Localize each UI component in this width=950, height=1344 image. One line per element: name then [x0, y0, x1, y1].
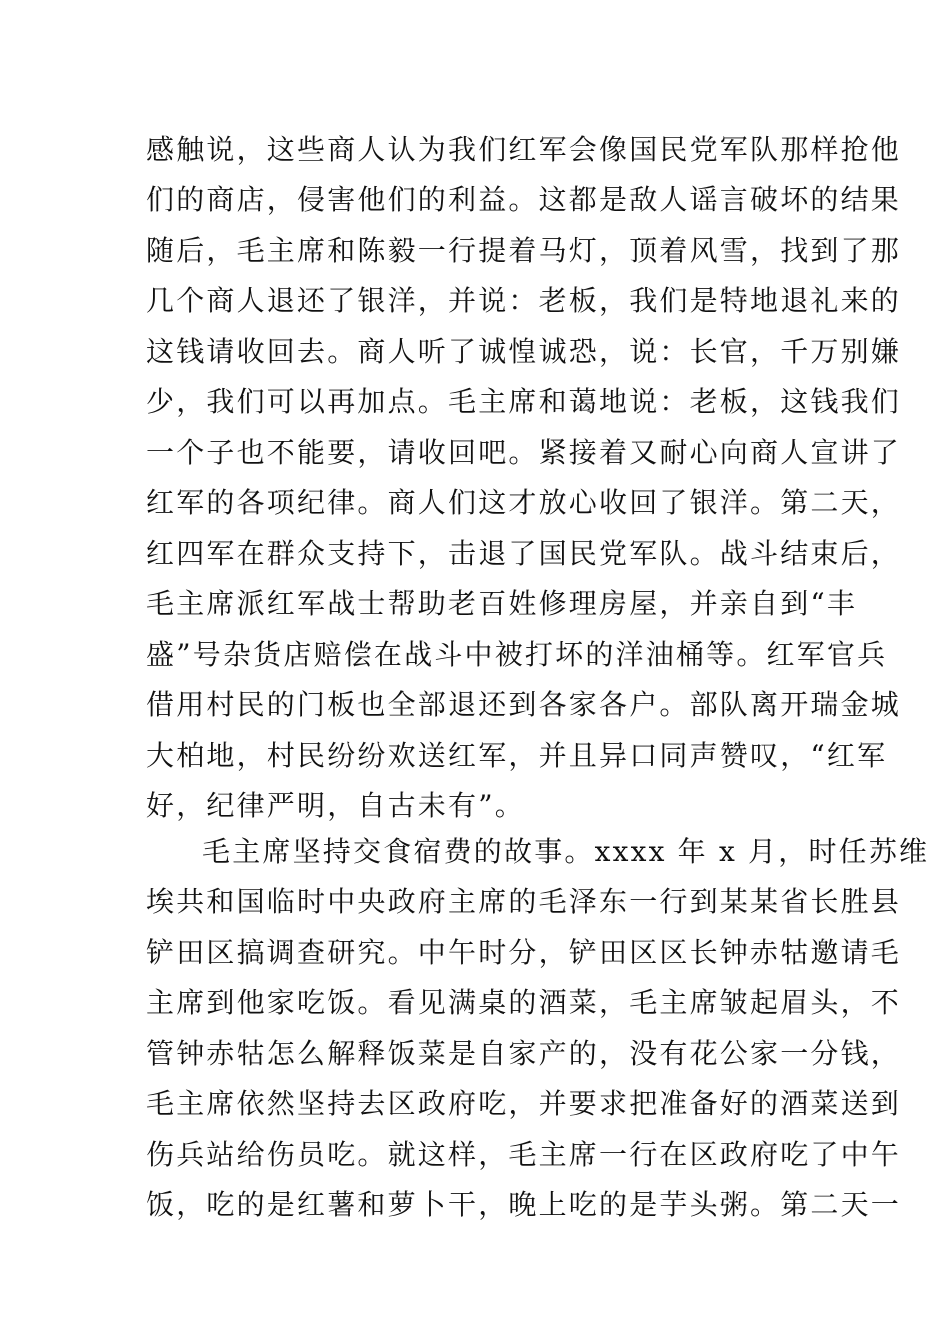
text-line: 埃共和国临时中央政府主席的毛泽东一行到某某省长胜县	[146, 885, 902, 918]
text-line: 这钱请收回去。商人听了诚惶诚恐，说：长官，千万别嫌	[146, 335, 902, 368]
text-line: 毛主席坚持交食宿费的故事。xxxx 年 x 月，时任苏维	[202, 835, 930, 868]
text-line: 好，纪律严明，自古未有”。	[146, 789, 525, 822]
text-line: 伤兵站给伤员吃。就这样，毛主席一行在区政府吃了中午	[146, 1138, 902, 1171]
text-line: 大柏地，村民纷纷欢送红军，并且异口同声赞叹，“红军	[146, 739, 888, 772]
text-line: 几个商人退还了银洋，并说：老板，我们是特地退礼来的	[146, 284, 902, 317]
text-line: 饭，吃的是红薯和萝卜干，晚上吃的是芋头粥。第二天一	[146, 1188, 902, 1221]
text-line: 管钟赤牯怎么解释饭菜是自家产的，没有花公家一分钱，	[146, 1037, 902, 1070]
text-line: 感触说，这些商人认为我们红军会像国民党军队那样抢他	[146, 133, 902, 166]
text-line: 们的商店，侵害他们的利益。这都是敌人谣言破坏的结果	[146, 183, 902, 216]
text-line: 借用村民的门板也全部退还到各家各户。部队离开瑞金城	[146, 688, 902, 721]
text-line: 毛主席派红军战士帮助老百姓修理房屋，并亲自到“丰	[146, 587, 858, 620]
text-line: 随后，毛主席和陈毅一行提着马灯，顶着风雪，找到了那	[146, 234, 902, 267]
text-line: 盛”号杂货店赔偿在战斗中被打坏的洋油桶等。红军官兵	[146, 638, 888, 671]
text-line: 红四军在群众支持下，击退了国民党军队。战斗结束后，	[146, 537, 902, 570]
text-line: 铲田区搞调查研究。中午时分，铲田区区长钟赤牯邀请毛	[146, 936, 902, 969]
text-line: 毛主席依然坚持去区政府吃，并要求把准备好的酒菜送到	[146, 1087, 902, 1120]
text-line: 少，我们可以再加点。毛主席和蔼地说：老板，这钱我们	[146, 385, 902, 418]
text-line: 红军的各项纪律。商人们这才放心收回了银洋。第二天，	[146, 486, 902, 519]
text-line: 一个子也不能要，请收回吧。紧接着又耐心向商人宣讲了	[146, 436, 902, 469]
text-line: 主席到他家吃饭。看见满桌的酒菜，毛主席皱起眉头，不	[146, 986, 902, 1019]
